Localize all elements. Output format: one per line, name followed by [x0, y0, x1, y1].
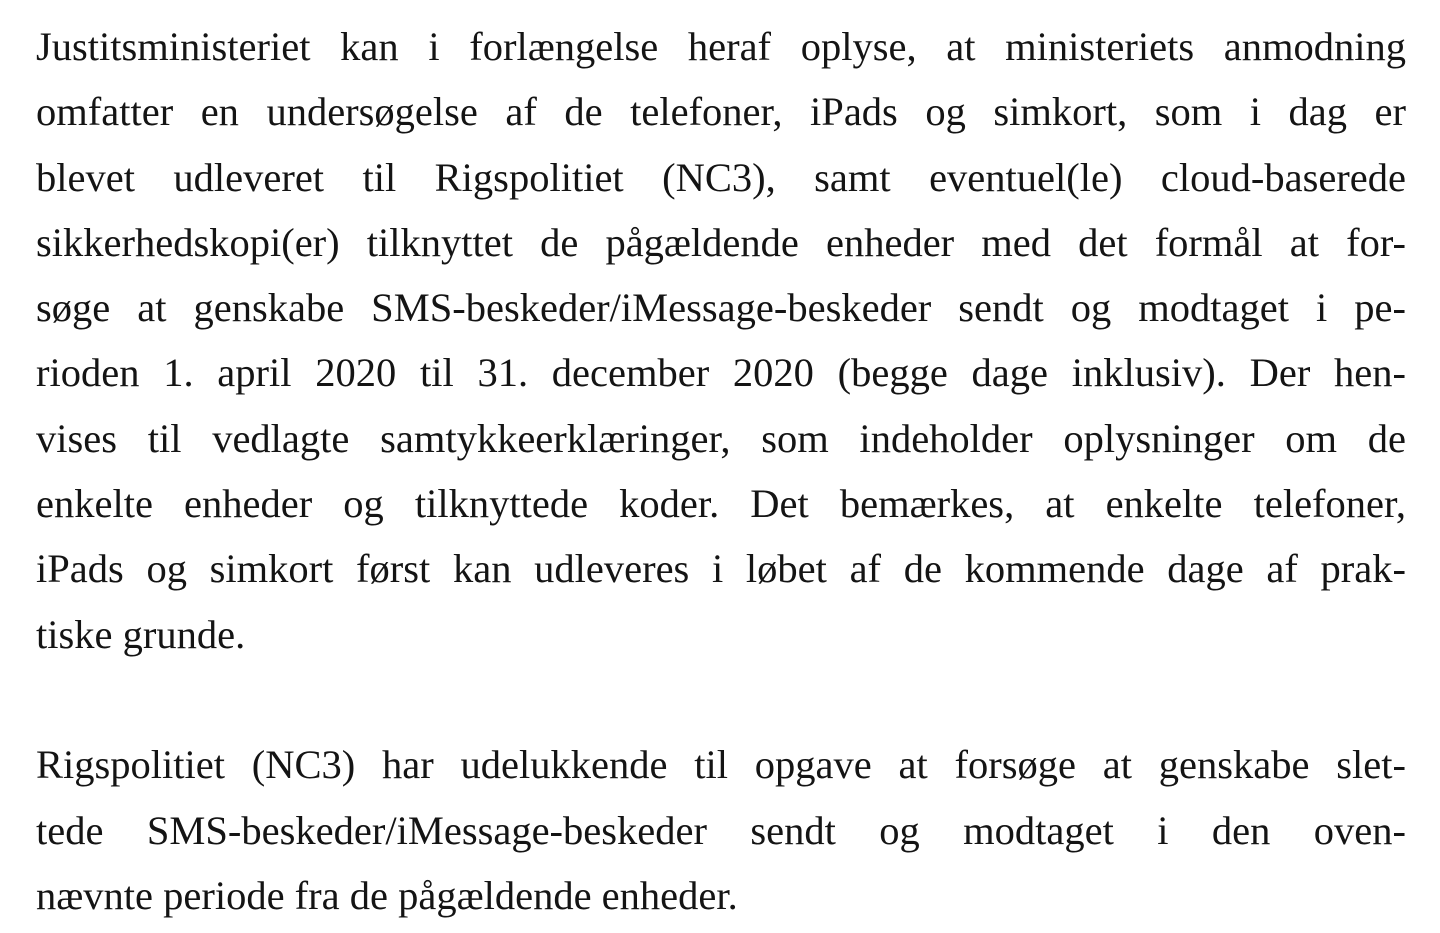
- paragraph-nc3-task: [36, 732, 1406, 928]
- document-page: [36, 14, 1406, 928]
- text-line: Rigspolitiet (NC3) har udelukkende til opgave at forsøge at genskabe slet-: [36, 742, 1406, 788]
- text-line: omfatter en undersøgelse af de telefoner, iPads og simkort, som i dag er: [36, 89, 1406, 135]
- text-line: blevet udleveret til Rigspolitiet (NC3), samt eventuel(le) cloud-baserede: [36, 154, 1406, 200]
- text-line: enkelte enheder og tilknyttede koder. Det bemærkes, at enkelte telefoner,: [36, 481, 1406, 527]
- text-line: tiske grunde.: [36, 611, 246, 657]
- text-line: vises til vedlagte samtykkeerklæringer, som indeholder oplysninger om de: [36, 415, 1406, 461]
- paragraph-request-scope: [36, 14, 1406, 667]
- text-line: iPads og simkort først kan udleveres i løbet af de kommende dage af prak-: [36, 546, 1406, 592]
- text-line: rioden 1. april 2020 til 31. december 2020 (begge dage inklusiv). Der hen-: [36, 350, 1406, 396]
- text-line: Justitsministeriet kan i forlængelse heraf oplyse, at ministeriets anmodning: [36, 24, 1406, 69]
- text-line: sikkerhedskopi(er) tilknyttet de pågældende enheder med det formål at for-: [36, 219, 1406, 265]
- text-line: nævnte periode fra de pågældende enheder.: [36, 872, 738, 918]
- text-line: søge at genskabe SMS-beskeder/iMessage-beskeder sendt og modtaget i pe-: [36, 285, 1406, 331]
- text-line: tede SMS-beskeder/iMessage-beskeder sendt og modtaget i den oven-: [36, 807, 1406, 853]
